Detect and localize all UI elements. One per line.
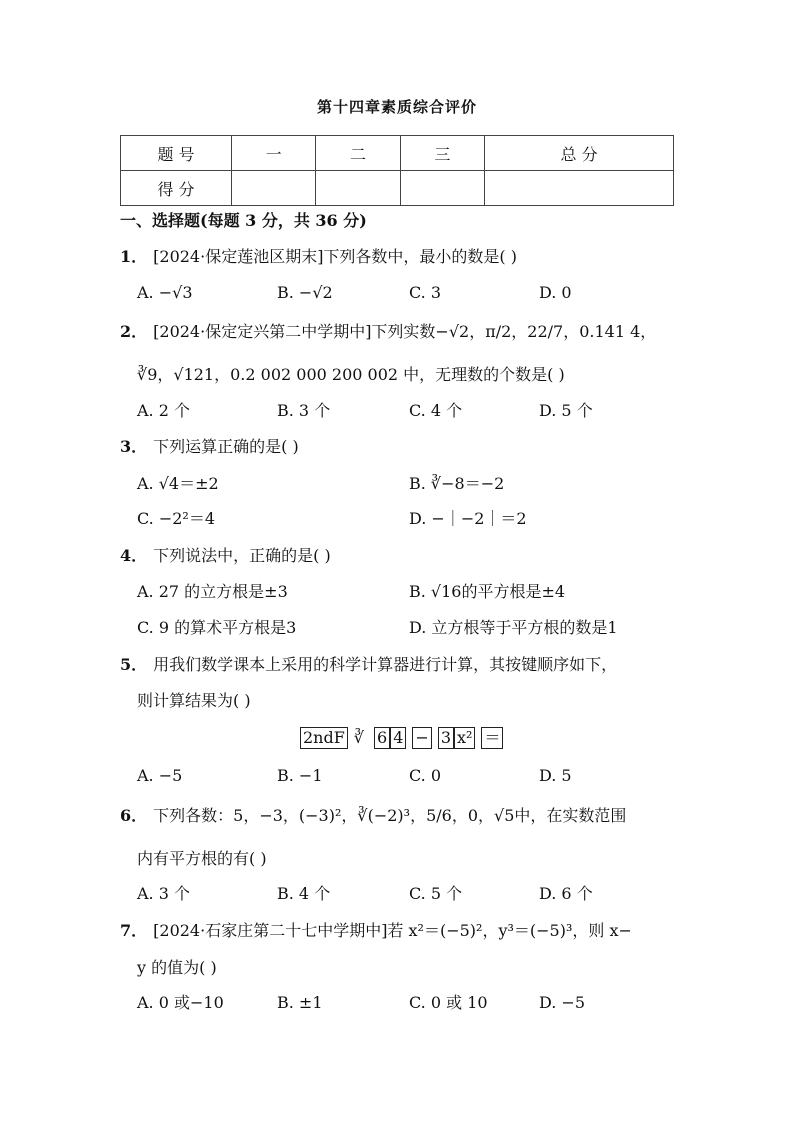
key-6: 6 [374, 727, 390, 749]
question-4 [120, 545, 690, 567]
score-cell-1[interactable] [232, 171, 316, 206]
question-5 [120, 654, 690, 676]
option-c[interactable]: C. 4 个 [409, 401, 463, 420]
option-b[interactable]: B. 4 个 [277, 884, 331, 903]
option-b[interactable]: B. ∛−8＝−2 [409, 474, 505, 493]
question-2-cont: ∛9，√121，0.2 002 000 200 002 中，无理数的个数是( ) [137, 365, 565, 384]
option-a[interactable]: A. 2 个 [137, 401, 190, 420]
option-a[interactable]: A. 0 或−10 [137, 993, 224, 1012]
score-header-label: 题 号 [121, 136, 232, 171]
score-table [120, 135, 674, 206]
question-5-cont: 则计算结果为( ) [137, 691, 251, 710]
option-d[interactable]: D. 6 个 [539, 884, 593, 903]
option-a[interactable]: A. −√3 [137, 283, 193, 302]
option-c[interactable]: C. −2²＝4 [137, 509, 216, 528]
calculator-keys [300, 727, 509, 749]
key-4: 4 [390, 727, 406, 749]
question-number: 7． [120, 921, 148, 940]
option-b[interactable]: B. ±1 [277, 993, 323, 1012]
question-number: 3． [120, 437, 148, 456]
option-b[interactable]: B. 3 个 [277, 401, 331, 420]
question-1 [120, 246, 690, 268]
key-3: 3 [438, 727, 454, 749]
option-a[interactable]: A. −5 [137, 766, 183, 785]
section-heading: 一、选择题(每题 3 分，共 36 分) [120, 211, 367, 230]
option-d[interactable]: D. 5 [539, 766, 572, 785]
option-b[interactable]: B. √16的平方根是±4 [409, 582, 566, 601]
key-x-squared: x² [454, 727, 475, 749]
option-c[interactable]: C. 0 [409, 766, 442, 785]
question-text: 下列说法中，正确的是( ) [153, 546, 331, 565]
score-header-3: 三 [400, 136, 484, 171]
option-d[interactable]: D. 立方根等于平方根的数是1 [409, 618, 618, 637]
score-cell-total[interactable] [485, 171, 674, 206]
question-7-cont: y 的值为( ) [137, 958, 217, 977]
option-c[interactable]: C. 5 个 [409, 884, 463, 903]
question-number: 6． [120, 806, 148, 825]
option-d[interactable]: D. −｜−2｜＝2 [409, 509, 527, 528]
option-d[interactable]: D. 5 个 [539, 401, 593, 420]
question-text: [2024·保定莲池区期末]下列各数中，最小的数是( ) [153, 247, 518, 266]
score-cell-2[interactable] [316, 171, 400, 206]
question-text: 下列运算正确的是( ) [153, 437, 299, 456]
score-row-label: 得 分 [121, 171, 232, 206]
key-cube-root: ∛ [353, 728, 365, 747]
question-text: [2024·石家庄第二十七中学期中]若 x²＝(−5)²，y³＝(−5)³，则 x− [153, 921, 632, 940]
question-text: 下列各数：5，−3，(−3)²，∛(−2)³，5/6，0，√5中，在实数范围 [153, 806, 627, 825]
option-c[interactable]: C. 9 的算术平方根是3 [137, 618, 297, 637]
option-d[interactable]: D. −5 [539, 993, 586, 1012]
option-c[interactable]: C. 3 [409, 283, 442, 302]
question-2 [120, 321, 690, 343]
score-cell-3[interactable] [400, 171, 484, 206]
page-title: 第十四章素质综合评价 [316, 98, 477, 116]
option-a[interactable]: A. √4＝±2 [137, 474, 219, 493]
option-d[interactable]: D. 0 [539, 283, 572, 302]
score-header-1: 一 [232, 136, 316, 171]
question-text: [2024·保定定兴第二中学期中]下列实数−√2，π/2，22/7，0.141 4， [153, 322, 657, 341]
question-text: 用我们数学课本上采用的科学计算器进行计算，其按键顺序如下， [153, 655, 618, 674]
question-3 [120, 436, 690, 458]
option-b[interactable]: B. −√2 [277, 283, 333, 302]
question-number: 5． [120, 655, 148, 674]
option-a[interactable]: A. 3 个 [137, 884, 190, 903]
score-header-total: 总 分 [485, 136, 674, 171]
question-7 [120, 920, 690, 942]
option-b[interactable]: B. −1 [277, 766, 323, 785]
key-2ndf: 2ndF [300, 727, 348, 749]
key-equals: ＝ [481, 727, 503, 749]
question-number: 2． [120, 322, 148, 341]
option-c[interactable]: C. 0 或 10 [409, 993, 488, 1012]
key-minus: − [412, 727, 431, 749]
question-number: 4． [120, 546, 148, 565]
question-6 [120, 805, 690, 827]
question-number: 1． [120, 247, 148, 266]
option-a[interactable]: A. 27 的立方根是±3 [137, 582, 288, 601]
question-6-cont: 内有平方根的有( ) [137, 849, 267, 868]
score-header-2: 二 [316, 136, 400, 171]
